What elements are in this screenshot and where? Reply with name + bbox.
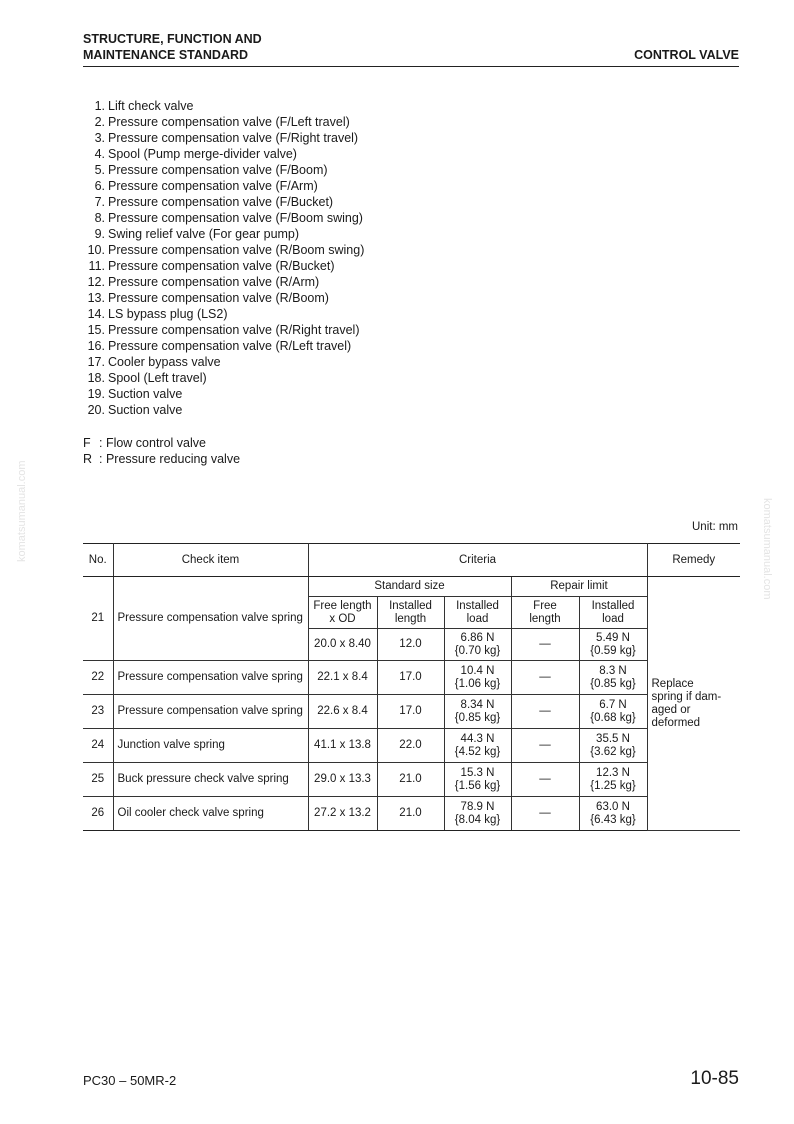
load-n: 44.3 N	[460, 732, 495, 745]
load-kg: {4.52 kg}	[454, 745, 501, 758]
item-number: 13.	[87, 291, 105, 305]
watermark-left: komatsumanual.com	[16, 460, 28, 562]
load-kg: {1.56 kg}	[454, 779, 501, 792]
list-item	[83, 130, 364, 146]
subheader-line: Installed	[389, 599, 432, 612]
cell-repair-load	[579, 661, 647, 695]
parts-list	[83, 98, 364, 418]
item-text: Suction valve	[108, 403, 183, 417]
item-number: 3.	[94, 131, 105, 145]
item-text: Lift check valve	[108, 99, 194, 113]
cell-installed-length: 21.0	[377, 797, 444, 831]
cell-repair-load	[579, 629, 647, 661]
cell-free-length: —	[511, 797, 579, 831]
remedy-line: spring if dam-	[651, 690, 722, 703]
cell-size: 41.1 x 13.8	[308, 729, 377, 763]
list-item	[83, 162, 364, 178]
item-text: Spool (Left travel)	[108, 371, 207, 385]
item-text: Pressure compensation valve (R/Arm)	[108, 275, 320, 289]
list-item	[83, 146, 364, 162]
item-number: 9.	[94, 227, 105, 241]
header-no: No.	[83, 544, 113, 577]
item-number: 18.	[87, 371, 105, 385]
list-item	[83, 274, 364, 290]
abbreviation-legend	[83, 435, 240, 467]
table-subheader-row	[83, 577, 740, 597]
table-row	[83, 729, 740, 763]
load-kg: {6.43 kg}	[590, 813, 636, 826]
subheader-standard-size: Standard size	[308, 577, 511, 597]
watermark-right: komatsumanual.com	[761, 498, 773, 600]
table-row	[83, 797, 740, 831]
list-item	[83, 338, 364, 354]
cell-repair-load	[579, 797, 647, 831]
cell-installed-load	[444, 763, 511, 797]
legend-key: R	[83, 452, 93, 466]
load-n: 8.34 N	[460, 698, 495, 711]
cell-size: 20.0 x 8.40	[308, 629, 377, 661]
load-n: 78.9 N	[460, 800, 495, 813]
subheader-line: Installed	[456, 599, 499, 612]
criteria-table	[83, 543, 740, 831]
item-number: 4.	[94, 147, 105, 161]
load-kg: {0.59 kg}	[590, 644, 636, 657]
item-number: 1.	[94, 99, 105, 113]
remedy-line: deformed	[651, 716, 701, 729]
item-number: 12.	[87, 275, 105, 289]
item-number: 20.	[87, 403, 105, 417]
load-kg: {0.85 kg}	[454, 711, 501, 724]
subheader-line: load	[466, 612, 489, 625]
table-row	[83, 661, 740, 695]
item-text: Spool (Pump merge-divider valve)	[108, 147, 297, 161]
item-text: LS bypass plug (LS2)	[108, 307, 228, 321]
load-kg: {1.25 kg}	[590, 779, 636, 792]
cell-size: 22.1 x 8.4	[308, 661, 377, 695]
list-item	[83, 226, 364, 242]
table-row	[83, 695, 740, 729]
header-section: CONTROL VALVE	[634, 48, 739, 62]
header-check-item: Check item	[113, 544, 308, 577]
page-header	[83, 31, 739, 67]
cell-no: 23	[83, 695, 113, 729]
item-text: Pressure compensation valve (F/Arm)	[108, 179, 318, 193]
cell-check-item: Pressure compensation valve spring	[113, 661, 308, 695]
item-number: 19.	[87, 387, 105, 401]
table-row	[83, 763, 740, 797]
item-number: 2.	[94, 115, 105, 129]
load-n: 12.3 N	[596, 766, 630, 779]
load-n: 8.3 N	[599, 664, 627, 677]
cell-installed-length: 17.0	[377, 695, 444, 729]
list-item	[83, 98, 364, 114]
cell-free-length: —	[511, 729, 579, 763]
cell-free-length: —	[511, 661, 579, 695]
subheader-line: Free length	[313, 599, 372, 612]
load-kg: {1.06 kg}	[454, 677, 501, 690]
load-n: 63.0 N	[596, 800, 630, 813]
cell-installed-load	[444, 797, 511, 831]
item-text: Pressure compensation valve (R/Left travel)	[108, 339, 352, 353]
item-number: 14.	[87, 307, 105, 321]
header-title-line-1: STRUCTURE, FUNCTION AND	[83, 32, 262, 46]
item-number: 11.	[88, 259, 105, 273]
cell-free-length: —	[511, 763, 579, 797]
item-number: 8.	[94, 211, 105, 225]
cell-check-item: Oil cooler check valve spring	[113, 797, 308, 831]
legend-text: : Flow control valve	[99, 436, 206, 450]
subheader-line: Free	[533, 599, 557, 612]
list-item	[83, 354, 364, 370]
subheader-line: length	[529, 612, 561, 625]
subheader-installed-length	[377, 597, 444, 629]
cell-no: 25	[83, 763, 113, 797]
list-item	[83, 386, 364, 402]
item-number: 17.	[87, 355, 105, 369]
load-kg: {0.70 kg}	[454, 644, 501, 657]
list-item	[83, 178, 364, 194]
cell-repair-load	[579, 695, 647, 729]
list-item	[83, 242, 364, 258]
cell-free-length: —	[511, 629, 579, 661]
subheader-line: Installed	[591, 599, 635, 612]
cell-no: 22	[83, 661, 113, 695]
list-item	[83, 258, 364, 274]
legend-text: : Pressure reducing valve	[99, 452, 241, 466]
cell-repair-load	[579, 729, 647, 763]
header-remedy: Remedy	[647, 544, 740, 577]
list-item	[83, 402, 364, 418]
list-item	[83, 306, 364, 322]
cell-repair-load	[579, 763, 647, 797]
subheader-free-length-od	[308, 597, 377, 629]
subheader-free-length	[511, 597, 579, 629]
subheader-line: length	[394, 612, 427, 625]
load-n: 15.3 N	[460, 766, 495, 779]
header-criteria: Criteria	[308, 544, 647, 577]
item-number: 10.	[87, 243, 105, 257]
cell-remedy	[647, 577, 740, 831]
cell-installed-length: 22.0	[377, 729, 444, 763]
item-number: 16.	[87, 339, 105, 353]
remedy-line: Replace	[651, 677, 694, 690]
item-text: Swing relief valve (For gear pump)	[108, 227, 300, 241]
item-text: Pressure compensation valve (R/Bucket)	[108, 259, 335, 273]
legend-item	[83, 435, 240, 451]
list-item	[83, 210, 364, 226]
item-text: Cooler bypass valve	[108, 355, 221, 369]
cell-check-item: Pressure compensation valve spring	[113, 695, 308, 729]
item-text: Pressure compensation valve (F/Boom swing)	[108, 211, 363, 225]
item-text: Pressure compensation valve (R/Right travel)	[108, 323, 360, 337]
item-number: 15.	[87, 323, 105, 337]
cell-installed-load	[444, 661, 511, 695]
load-kg: {0.85 kg}	[590, 677, 636, 690]
load-kg: {8.04 kg}	[454, 813, 501, 826]
subheader-installed-load	[444, 597, 511, 629]
unit-label: Unit: mm	[692, 521, 738, 533]
cell-size: 29.0 x 13.3	[308, 763, 377, 797]
load-n: 5.49 N	[596, 631, 630, 644]
cell-installed-length: 17.0	[377, 661, 444, 695]
cell-size: 27.2 x 13.2	[308, 797, 377, 831]
list-item	[83, 290, 364, 306]
footer-page-number: 10-85	[690, 1068, 739, 1089]
load-n: 6.86 N	[460, 631, 495, 644]
legend-key: F	[83, 436, 91, 450]
item-number: 7.	[94, 195, 105, 209]
cell-installed-load	[444, 629, 511, 661]
list-item	[83, 194, 364, 210]
cell-check-item: Junction valve spring	[113, 729, 308, 763]
load-n: 6.7 N	[599, 698, 627, 711]
header-title	[83, 31, 262, 63]
load-kg: {0.68 kg}	[590, 711, 636, 724]
list-item	[83, 322, 364, 338]
table-header-row	[83, 544, 740, 577]
footer-model: PC30 – 50MR-2	[83, 1073, 177, 1088]
item-text: Pressure compensation valve (F/Left travel)	[108, 115, 350, 129]
subheader-repair-limit: Repair limit	[511, 577, 647, 597]
cell-size: 22.6 x 8.4	[308, 695, 377, 729]
header-title-line-2: MAINTENANCE STANDARD	[83, 48, 249, 62]
list-item	[83, 370, 364, 386]
item-text: Pressure compensation valve (F/Right travel)	[108, 131, 359, 145]
cell-installed-length: 12.0	[377, 629, 444, 661]
item-text: Pressure compensation valve (R/Boom swing)	[108, 243, 365, 257]
legend-item	[83, 451, 240, 467]
remedy-line: aged or	[651, 703, 691, 716]
list-item	[83, 114, 364, 130]
cell-no: 26	[83, 797, 113, 831]
cell-free-length: —	[511, 695, 579, 729]
cell-installed-load	[444, 695, 511, 729]
load-n: 10.4 N	[460, 664, 495, 677]
load-kg: {3.62 kg}	[590, 745, 636, 758]
item-number: 6.	[94, 179, 105, 193]
cell-no: 24	[83, 729, 113, 763]
item-text: Pressure compensation valve (F/Boom)	[108, 163, 328, 177]
cell-installed-length: 21.0	[377, 763, 444, 797]
load-n: 35.5 N	[596, 732, 630, 745]
item-number: 5.	[94, 163, 105, 177]
cell-check-item: Pressure compensation valve spring	[113, 577, 308, 661]
cell-installed-load	[444, 729, 511, 763]
subheader-line: x OD	[329, 612, 356, 625]
subheader-repair-installed-load	[579, 597, 647, 629]
item-text: Pressure compensation valve (F/Bucket)	[108, 195, 334, 209]
subheader-line: load	[602, 612, 624, 625]
item-text: Suction valve	[108, 387, 183, 401]
cell-check-item: Buck pressure check valve spring	[113, 763, 308, 797]
cell-no: 21	[83, 577, 113, 661]
item-text: Pressure compensation valve (R/Boom)	[108, 291, 329, 305]
